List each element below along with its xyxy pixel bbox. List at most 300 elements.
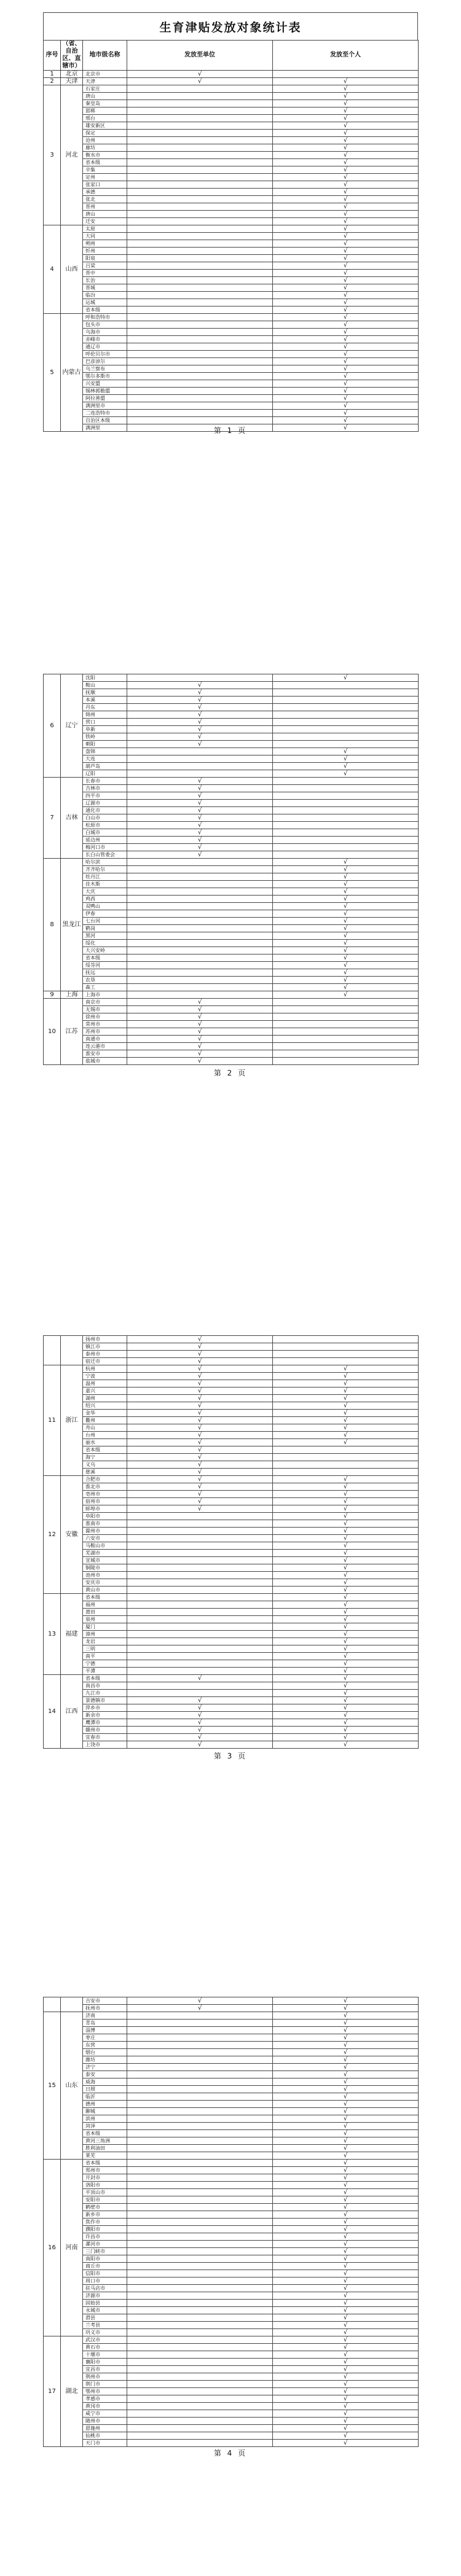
unit-cell [127,844,273,851]
table-row [44,792,419,800]
city-cell: 佳木斯 [83,881,127,888]
unit-cell [127,2388,273,2395]
check-mark-icon: √ [343,2432,348,2439]
unit-cell [127,873,273,881]
unit-cell [127,2373,273,2381]
city-cell: 嘉兴 [83,1388,127,1395]
table-row [44,262,419,270]
header-unit: 发放至单位 [127,41,273,71]
check-mark-icon: √ [343,917,348,924]
table-row [44,1380,419,1388]
table-row [44,2108,419,2115]
check-mark-icon: √ [343,888,348,895]
check-mark-icon: √ [343,1431,348,1438]
city-cell: 抚州市 [83,2005,127,2012]
check-mark-icon: √ [343,1542,348,1549]
person-cell [273,2395,419,2403]
person-cell [273,2403,419,2410]
check-mark-icon: √ [197,1372,202,1380]
unit-cell [127,2292,273,2300]
person-cell [273,336,419,343]
table-row [44,2101,419,2108]
unit-cell [127,991,273,999]
check-mark-icon: √ [343,2328,348,2336]
city-cell: 台州 [83,1432,127,1439]
check-mark-icon: √ [197,77,202,85]
person-cell [273,1712,419,1719]
person-cell [273,2410,419,2418]
unit-cell [127,395,273,402]
city-cell: 泰安 [83,2071,127,2078]
unit-cell [127,763,273,770]
person-cell [273,395,419,402]
city-cell: 鹤岗 [83,925,127,932]
city-cell: 东营 [83,2042,127,2049]
unit-cell [127,1491,273,1498]
table-row [44,932,419,940]
check-mark-icon: √ [343,365,348,372]
check-mark-icon: √ [343,1534,348,1542]
city-cell: 邢台 [83,115,127,122]
person-cell [273,903,419,910]
person-cell [273,682,419,689]
unit-cell [127,2233,273,2241]
city-cell: 龙岩 [83,1638,127,1645]
check-mark-icon: √ [343,2306,348,2314]
check-mark-icon: √ [343,2233,348,2240]
table-row [44,2196,419,2204]
check-mark-icon: √ [343,2026,348,2034]
person-cell [273,2307,419,2314]
person-cell [273,2145,419,2152]
table-row [44,2388,419,2395]
unit-cell [127,2101,273,2108]
city-cell: 省本级 [83,159,127,166]
city-cell: 南平 [83,1653,127,1660]
table-row [44,1439,419,1446]
person-cell [273,2174,419,2182]
unit-cell [127,829,273,837]
table-row [44,741,419,748]
person-cell [273,270,419,277]
person-cell [273,1653,419,1660]
unit-cell [127,711,273,719]
unit-cell [127,1690,273,1697]
person-cell [273,859,419,866]
city-cell: 鹰潭市 [83,1719,127,1727]
table-row [44,822,419,829]
unit-cell [127,211,273,218]
city-cell: 淮安市 [83,1050,127,1058]
unit-cell [127,1043,273,1050]
person-cell [273,748,419,755]
person-cell [273,2270,419,2277]
unit-cell [127,2042,273,2049]
unit-cell [127,166,273,174]
unit-cell [127,881,273,888]
check-mark-icon: √ [343,1601,348,1608]
person-cell [273,152,419,159]
city-cell: 固始县 [83,2300,127,2307]
table-row [44,2255,419,2263]
unit-cell [127,255,273,262]
province-cell [61,1997,83,2012]
unit-cell [127,189,273,196]
person-cell [273,211,419,218]
statistics-table [43,674,419,1065]
city-cell: 梅河口市 [83,844,127,851]
header-province: （省、自治区、直辖市） [61,41,83,71]
unit-cell [127,2219,273,2226]
seq-cell: 12 [44,1476,61,1594]
city-cell: 自治区本级 [83,417,127,424]
unit-cell [127,329,273,336]
table-row [44,2344,419,2351]
city-cell: 满洲里 [83,424,127,432]
city-cell: 孝感市 [83,2395,127,2403]
city-cell: 伊春 [83,910,127,918]
city-cell: 萍乡市 [83,1704,127,1712]
person-cell [273,1417,419,1424]
unit-cell [127,78,273,85]
person-cell [273,1528,419,1535]
person-cell [273,726,419,733]
person-cell [273,1454,419,1461]
unit-cell [127,807,273,814]
person-cell [273,284,419,292]
check-mark-icon: √ [343,2380,348,2387]
city-cell: 黄冈市 [83,2403,127,2410]
person-cell [273,2042,419,2049]
unit-cell [127,1036,273,1043]
table-row [44,115,419,122]
check-mark-icon: √ [197,718,202,725]
table-row [44,1638,419,1645]
person-cell [273,380,419,388]
check-mark-icon: √ [343,2424,348,2432]
table-row [44,881,419,888]
unit-cell [127,2115,273,2123]
unit-cell [127,1564,273,1572]
table-row [44,903,419,910]
table-row [44,1021,419,1028]
unit-cell [127,2167,273,2174]
unit-cell [127,2432,273,2440]
unit-cell [127,851,273,859]
check-mark-icon: √ [343,924,348,932]
city-cell: 迁安 [83,218,127,225]
check-mark-icon: √ [343,1674,348,1682]
table-row [44,1513,419,1520]
unit-cell [127,1469,273,1476]
city-cell: 阜新 [83,726,127,733]
unit-cell [127,1446,273,1454]
city-cell: 鄂州市 [83,2388,127,2395]
check-mark-icon: √ [343,895,348,902]
unit-cell [127,2314,273,2322]
check-mark-icon: √ [343,380,348,387]
check-mark-icon: √ [343,92,348,100]
check-mark-icon: √ [343,2056,348,2063]
check-mark-icon: √ [197,1028,202,1035]
city-cell: 聊城 [83,2108,127,2115]
person-cell [273,1461,419,1469]
check-mark-icon: √ [343,2240,348,2247]
person-cell [273,1631,419,1638]
person-cell [273,107,419,115]
check-mark-icon: √ [343,343,348,350]
unit-cell [127,932,273,940]
city-cell: 济南 [83,2012,127,2020]
table-row [44,1734,419,1741]
city-cell: 省本级 [83,2130,127,2137]
check-mark-icon: √ [343,1394,348,1402]
table-row [44,1476,419,1483]
table-row [44,410,419,417]
person-cell [273,2115,419,2123]
unit-cell [127,2078,273,2086]
city-cell: 淮北市 [83,1483,127,1491]
unit-cell [127,1365,273,1373]
person-cell [273,2152,419,2160]
city-cell: 承德 [83,189,127,196]
person-cell [273,2425,419,2432]
check-mark-icon: √ [343,2247,348,2255]
check-mark-icon: √ [343,1402,348,1409]
unit-cell [127,1402,273,1410]
check-mark-icon: √ [343,1637,348,1645]
check-mark-icon: √ [343,1556,348,1564]
check-mark-icon: √ [197,799,202,806]
city-cell: 忻州 [83,248,127,255]
table-row [44,388,419,395]
table-row [44,2241,419,2248]
person-cell [273,1690,419,1697]
table-row [44,130,419,137]
person-cell [273,1594,419,1601]
person-cell [273,1609,419,1616]
check-mark-icon: √ [343,217,348,225]
table-row [44,2086,419,2093]
table-row [44,137,419,144]
unit-cell [127,130,273,137]
city-cell: 枣庄 [83,2034,127,2042]
table-row [44,1727,419,1734]
unit-cell [127,1520,273,1528]
table-row [44,2078,419,2086]
person-cell [273,1343,419,1351]
unit-cell [127,299,273,306]
table-row [44,763,419,770]
check-mark-icon: √ [343,424,348,431]
unit-cell [127,954,273,962]
person-cell [273,1043,419,1050]
check-mark-icon: √ [343,755,348,762]
unit-cell [127,2410,273,2418]
person-cell [273,2093,419,2101]
city-cell: 胜利油田 [83,2145,127,2152]
table-row [44,2167,419,2174]
province-cell: 天津 [61,78,83,85]
person-cell [273,881,419,888]
city-cell: 平顶山市 [83,2189,127,2196]
unit-cell [127,2189,273,2196]
city-cell: 长白山管委会 [83,851,127,859]
person-cell [273,1719,419,1727]
person-cell [273,947,419,954]
unit-cell [127,940,273,947]
page-number: 第 4 页 [213,2448,248,2457]
table-row [44,2366,419,2373]
unit-cell [127,100,273,107]
person-cell [273,704,419,711]
city-cell: 铜陵市 [83,1564,127,1572]
check-mark-icon: √ [343,991,348,998]
table-row [44,1365,419,1373]
person-cell [273,2351,419,2359]
person-cell [273,829,419,837]
unit-cell [127,2418,273,2425]
person-cell [273,2137,419,2145]
person-cell [273,189,419,196]
check-mark-icon: √ [343,1438,348,1446]
person-cell [273,969,419,977]
city-cell: 厦门 [83,1623,127,1631]
city-cell: 省本级 [83,1675,127,1682]
table-row [44,196,419,203]
check-mark-icon: √ [197,1357,202,1365]
table-row [44,380,419,388]
city-cell: 石家庄 [83,85,127,93]
city-cell: 荆门市 [83,2381,127,2388]
city-cell: 绍兴 [83,1402,127,1410]
unit-cell [127,2440,273,2447]
unit-cell [127,896,273,903]
unit-cell [127,85,273,93]
unit-cell [127,196,273,203]
city-cell: 上饶市 [83,1741,127,1749]
check-mark-icon: √ [197,1035,202,1042]
person-cell [273,2314,419,2322]
city-cell: 驻马店市 [83,2285,127,2292]
city-cell: 泉州 [83,1616,127,1623]
seq-cell: 13 [44,1594,61,1675]
seq-cell: 11 [44,1365,61,1476]
table-row [44,726,419,733]
unit-cell [127,925,273,932]
city-cell: 沧州 [83,137,127,144]
person-cell [273,402,419,410]
city-cell: 兰考县 [83,2322,127,2329]
city-cell: 赤峰市 [83,336,127,343]
city-cell: 满洲里市 [83,402,127,410]
check-mark-icon: √ [197,689,202,696]
person-cell [273,343,419,351]
city-cell: 徐州市 [83,1013,127,1021]
unit-cell [127,1668,273,1675]
unit-cell [127,2336,273,2344]
person-cell [273,674,419,682]
check-mark-icon: √ [343,1733,348,1741]
unit-cell [127,2056,273,2064]
city-cell: 杭州 [83,1365,127,1373]
city-cell: 大连 [83,755,127,763]
check-mark-icon: √ [343,983,348,991]
person-cell [273,159,419,166]
city-cell: 巩义市 [83,2329,127,2336]
table-row [44,697,419,704]
check-mark-icon: √ [343,247,348,254]
check-mark-icon: √ [343,939,348,946]
seq-cell: 2 [44,78,61,85]
check-mark-icon: √ [197,1674,202,1682]
city-cell: 包头市 [83,321,127,329]
table-row [44,1997,419,2005]
person-cell [273,1542,419,1550]
city-cell: 漳州 [83,1631,127,1638]
check-mark-icon: √ [197,1733,202,1741]
person-cell [273,2167,419,2174]
check-mark-icon: √ [343,1490,348,1497]
city-cell: 武汉市 [83,2336,127,2344]
person-cell [273,292,419,299]
check-mark-icon: √ [197,843,202,851]
unit-cell [127,1028,273,1036]
person-cell [273,2285,419,2292]
city-cell: 焦作市 [83,2219,127,2226]
table-row [44,2152,419,2160]
check-mark-icon: √ [343,1726,348,1733]
person-cell [273,1557,419,1564]
unit-cell [127,1454,273,1461]
check-mark-icon: √ [343,107,348,114]
check-mark-icon: √ [197,2004,202,2012]
city-cell: 张北 [83,196,127,203]
check-mark-icon: √ [343,2277,348,2284]
city-cell: 莆田 [83,1609,127,1616]
table-row [44,984,419,991]
person-cell [273,1373,419,1380]
unit-cell [127,351,273,358]
table-row [44,962,419,969]
check-mark-icon: √ [343,210,348,217]
table-row [44,1050,419,1058]
person-cell [273,2263,419,2270]
table-row [44,1491,419,1498]
unit-cell [127,402,273,410]
check-mark-icon: √ [343,2321,348,2328]
unit-cell [127,1513,273,1520]
unit-cell [127,321,273,329]
person-cell [273,1402,419,1410]
city-cell: 天津 [83,78,127,85]
check-mark-icon: √ [343,203,348,210]
check-mark-icon: √ [343,2019,348,2026]
person-cell [273,822,419,829]
table-title: 生育津贴发放对象统计表 [43,12,418,40]
province-cell: 辽宁 [61,674,83,778]
check-mark-icon: √ [343,144,348,151]
check-mark-icon: √ [343,2358,348,2365]
table-row [44,1660,419,1668]
table-row [44,2189,419,2196]
person-cell [273,1050,419,1058]
unit-cell [127,962,273,969]
unit-cell [127,1395,273,1402]
city-cell: 白城市 [83,829,127,837]
city-cell: 池州市 [83,1572,127,1579]
check-mark-icon: √ [343,1380,348,1387]
